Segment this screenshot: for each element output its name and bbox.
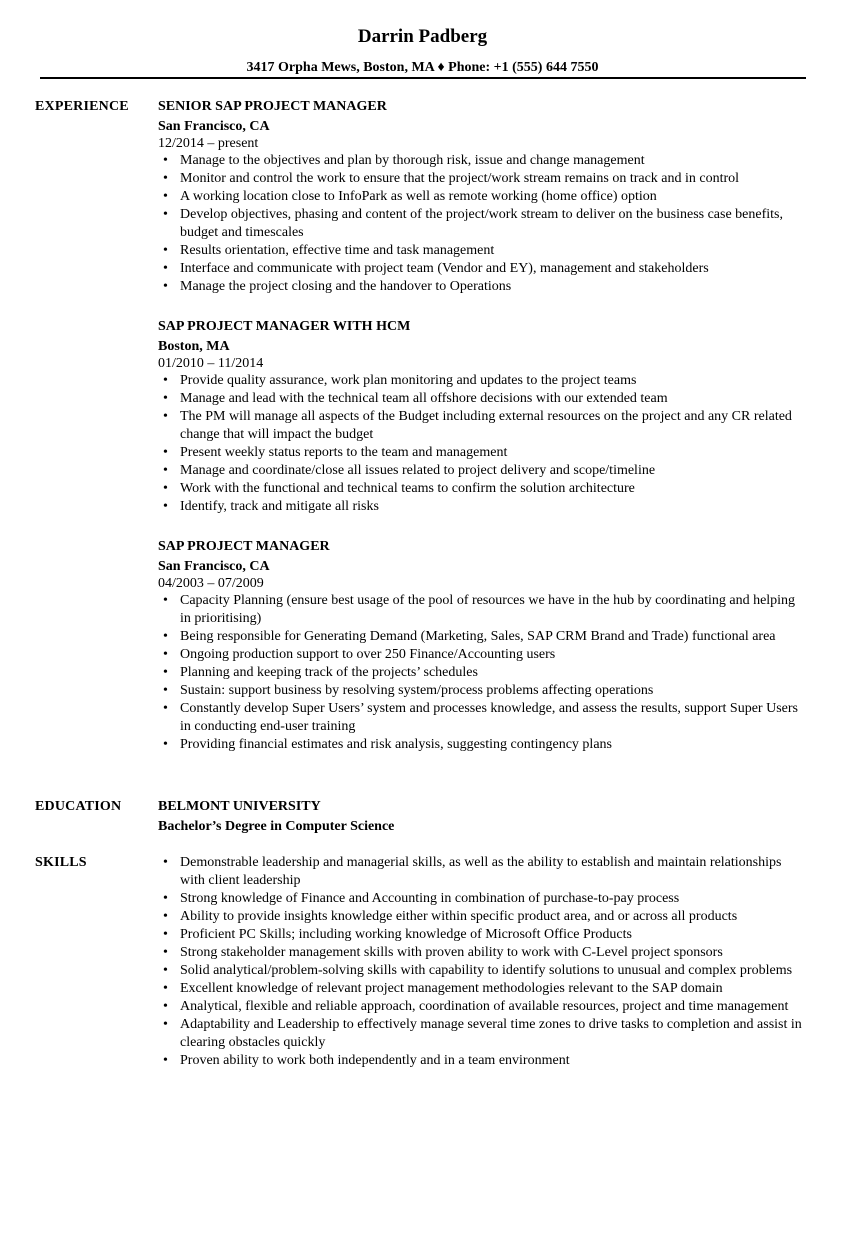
list-item: • Ongoing production support to over 250 Finance/Accounting users <box>158 646 806 664</box>
section-label-education: EDUCATION <box>35 799 122 814</box>
job-duties-list <box>158 372 806 516</box>
contact-line: 3417 Orpha Mews, Boston, MA ♦ Phone: +1 (555) 644 7550 <box>246 60 599 75</box>
list-item: • A working location close to InfoPark as well as remote working (home office) option <box>158 188 806 206</box>
list-item: • The PM will manage all aspects of the Budget including external resources on the project and any CR related change that will impact the budget <box>158 408 806 444</box>
education-entry <box>158 798 806 836</box>
list-item: • Work with the functional and technical teams to confirm the solution architecture <box>158 480 806 498</box>
school-name: BELMONT UNIVERSITY <box>158 799 321 814</box>
list-item: • Results orientation, effective time and task management <box>158 242 806 260</box>
list-item: • Monitor and control the work to ensure that the project/work stream remains on track and in control <box>158 170 806 188</box>
list-item: • Identify, track and mitigate all risks <box>158 498 806 516</box>
list-item: • Planning and keeping track of the projects’ schedules <box>158 664 806 682</box>
list-item: • Proficient PC Skills; including working knowledge of Microsoft Office Products <box>158 926 806 944</box>
list-item: • Manage and lead with the technical team all offshore decisions with our extended team <box>158 390 806 408</box>
list-item: • Manage and coordinate/close all issues related to project delivery and scope/timeline <box>158 462 806 480</box>
header-divider <box>40 77 806 79</box>
job-entry <box>158 538 806 754</box>
list-item: • Manage the project closing and the handover to Operations <box>158 278 806 296</box>
job-dates: 04/2003 – 07/2009 <box>158 576 264 591</box>
resume-name: Darrin Padberg <box>357 26 488 47</box>
list-item: • Manage to the objectives and plan by thorough risk, issue and change management <box>158 152 806 170</box>
list-item: • Strong knowledge of Finance and Accounting in combination of purchase-to-pay process <box>158 890 806 908</box>
list-item: • Providing financial estimates and risk analysis, suggesting contingency plans <box>158 736 806 754</box>
list-item: • Constantly develop Super Users’ system and processes knowledge, and assess the results, support Super Users in conducting end-user training <box>158 700 806 736</box>
job-title: SENIOR SAP PROJECT MANAGER <box>158 99 387 114</box>
skills-entry <box>158 854 806 1070</box>
list-item: • Demonstrable leadership and managerial skills, as well as the ability to establish and maintain relationships with client leadership <box>158 854 806 890</box>
list-item: • Excellent knowledge of relevant project management methodologies relevant to the SAP domain <box>158 980 806 998</box>
job-duties-list <box>158 152 806 296</box>
job-entry <box>158 318 806 516</box>
section-label-skills: SKILLS <box>35 855 87 870</box>
list-item: • Analytical, flexible and reliable approach, coordination of available resources, project and time management <box>158 998 806 1016</box>
list-item: • Interface and communicate with project team (Vendor and EY), management and stakeholders <box>158 260 806 278</box>
list-item: • Adaptability and Leadership to effectively manage several time zones to drive tasks to completion and assist in clearing obstacles quickly <box>158 1016 806 1052</box>
list-item: • Solid analytical/problem-solving skills with capability to identify solutions to unusual and complex problems <box>158 962 806 980</box>
skills-list <box>158 854 806 1070</box>
list-item: • Ability to provide insights knowledge either within specific product area, and or across all products <box>158 908 806 926</box>
job-location: San Francisco, CA <box>158 559 270 574</box>
list-item: • Being responsible for Generating Demand (Marketing, Sales, SAP CRM Brand and Trade) functional area <box>158 628 806 646</box>
job-location: San Francisco, CA <box>158 119 270 134</box>
job-title: SAP PROJECT MANAGER WITH HCM <box>158 319 411 334</box>
job-location: Boston, MA <box>158 339 230 354</box>
job-entry <box>158 98 806 296</box>
job-duties-list <box>158 592 806 754</box>
list-item: • Proven ability to work both independently and in a team environment <box>158 1052 806 1070</box>
list-item: • Provide quality assurance, work plan monitoring and updates to the project teams <box>158 372 806 390</box>
section-label-experience: EXPERIENCE <box>35 99 129 114</box>
job-dates: 12/2014 – present <box>158 136 259 151</box>
list-item: • Capacity Planning (ensure best usage of the pool of resources we have in the hub by coordinating and helping in prioritising) <box>158 592 806 628</box>
degree: Bachelor’s Degree in Computer Science <box>158 819 395 834</box>
job-dates: 01/2010 – 11/2014 <box>158 356 264 371</box>
list-item: • Strong stakeholder management skills with proven ability to work with C-Level project sponsors <box>158 944 806 962</box>
list-item: • Present weekly status reports to the team and management <box>158 444 806 462</box>
list-item: • Sustain: support business by resolving system/process problems affecting operations <box>158 682 806 700</box>
job-title: SAP PROJECT MANAGER <box>158 539 330 554</box>
list-item: • Develop objectives, phasing and content of the project/work stream to deliver on the business case benefits, budget and timescales <box>158 206 806 242</box>
